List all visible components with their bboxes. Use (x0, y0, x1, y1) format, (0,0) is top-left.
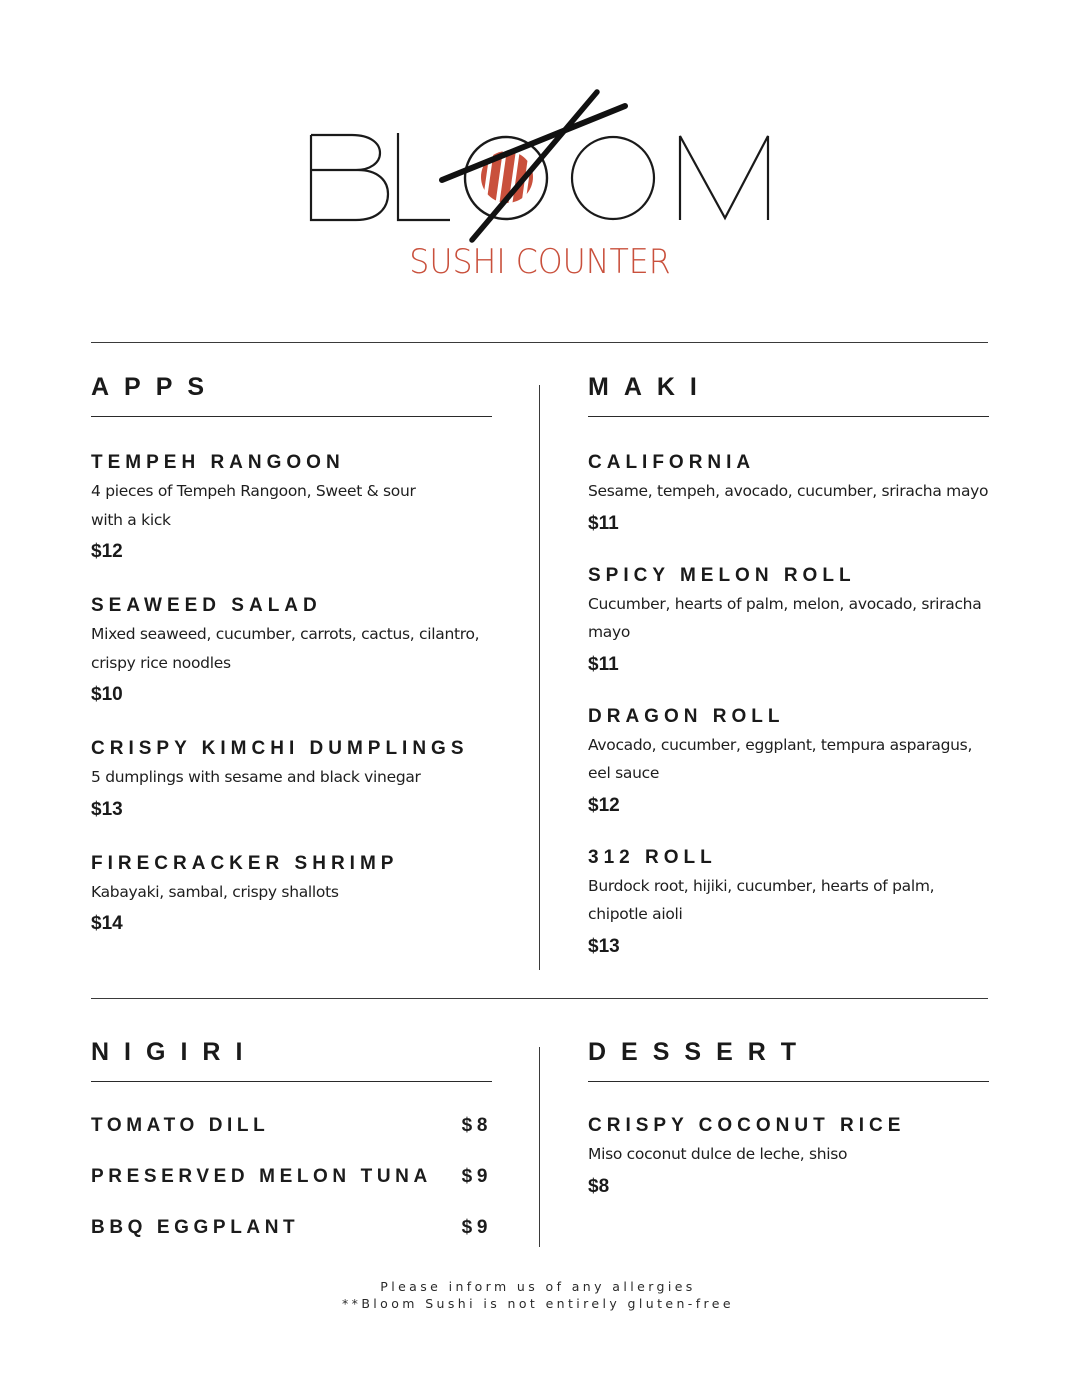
menu-item (91, 737, 492, 822)
item-description-line: Cucumber, hearts of palm, melon, avocado, sriracha (588, 594, 982, 613)
menu-item (91, 451, 492, 564)
item-price: $11 (588, 512, 619, 534)
item-price: $9 (461, 1166, 492, 1187)
menu-item (91, 1165, 492, 1189)
item-description (588, 731, 989, 788)
item-description-line: Burdock root, hijiki, cucumber, hearts of palm, (588, 876, 935, 895)
menu-item (588, 564, 989, 677)
item-description-line: eel sauce (588, 764, 660, 782)
menu-item (588, 451, 989, 536)
item-description-line: Sesame, tempeh, avocado, cucumber, sriracha mayo (588, 482, 989, 500)
section-apps (91, 372, 492, 966)
item-price: $8 (588, 1175, 610, 1197)
item-name: SPICY MELON ROLL (588, 564, 856, 586)
section-rule (588, 1081, 989, 1082)
item-price: $9 (461, 1217, 492, 1238)
item-description-line: Mixed seaweed, cucumber, carrots, cactus, cilantro, (91, 625, 480, 643)
menu-item (91, 1216, 492, 1240)
section-rule (588, 416, 989, 417)
allergy-notice: Please inform us of any allergies (380, 1279, 696, 1294)
menu-item (588, 705, 989, 818)
item-price: $12 (91, 541, 123, 562)
item-price: $14 (91, 913, 123, 934)
item-name: TOMATO DILL (91, 1115, 270, 1136)
column-divider-lower (539, 1047, 540, 1247)
item-description-line: 4 pieces of Tempeh Rangoon, Sweet & sour (91, 482, 416, 500)
item-price: $13 (588, 935, 620, 957)
item-description-line: crispy rice noodles (91, 653, 231, 672)
item-description (91, 620, 492, 677)
menu-item (91, 1114, 492, 1138)
item-description-line: mayo (588, 623, 631, 641)
column-divider-upper (539, 385, 540, 970)
section-title-dessert: DESSERT (588, 1038, 812, 1066)
item-name: CRISPY COCONUT RICE (588, 1115, 906, 1136)
item-price: $12 (588, 794, 620, 816)
item-price: $13 (91, 798, 123, 820)
item-name: BBQ EGGPLANT (91, 1217, 300, 1238)
item-description-line: chipotle aioli (588, 905, 683, 923)
item-description-line: Miso coconut dulce de leche, shiso (588, 1145, 848, 1163)
menu-item (91, 594, 492, 707)
menu-item (588, 1114, 989, 1199)
item-price: $10 (91, 684, 123, 705)
item-description (91, 477, 492, 534)
item-description (91, 878, 492, 907)
item-name: 312 ROLL (588, 846, 717, 868)
section-title-apps: APPS (91, 373, 220, 401)
gluten-notice: **Bloom Sushi is not entirely gluten-free (342, 1296, 734, 1311)
item-name: TEMPEH RANGOON (91, 452, 345, 473)
footer-note (0, 1278, 1076, 1312)
item-description-line: 5 dumplings with sesame and black vinegar (91, 768, 421, 786)
item-price: $8 (461, 1115, 492, 1136)
logo-tagline: SUSHI COUNTER (409, 242, 671, 282)
section-nigiri (91, 1037, 492, 1267)
logo (300, 80, 780, 290)
item-description (588, 872, 989, 929)
section-title-maki: MAKI (588, 373, 712, 401)
section-rule (91, 416, 492, 417)
middle-divider (91, 998, 988, 999)
top-divider (91, 342, 988, 343)
item-price: $11 (588, 653, 619, 675)
item-name: CRISPY KIMCHI DUMPLINGS (91, 738, 469, 759)
item-description (588, 477, 989, 506)
item-description (588, 590, 989, 647)
chopsticks-icon (442, 92, 625, 240)
menu-item (588, 846, 989, 959)
menu-item (91, 852, 492, 937)
item-description-line: Avocado, cucumber, eggplant, tempura asparagus, (588, 735, 973, 754)
section-dessert (588, 1037, 989, 1229)
item-name: SEAWEED SALAD (91, 595, 322, 616)
item-name: DRAGON ROLL (588, 705, 785, 727)
section-rule (91, 1081, 492, 1082)
item-description (588, 1140, 989, 1169)
section-title-nigiri: NIGIRI (91, 1038, 258, 1066)
item-name: FIRECRACKER SHRIMP (91, 852, 399, 874)
item-name: CALIFORNIA (588, 452, 756, 473)
item-description (91, 763, 492, 792)
item-name: PRESERVED MELON TUNA (91, 1166, 432, 1187)
item-description-line: Kabayaki, sambal, crispy shallots (91, 882, 339, 901)
item-description-line: with a kick (91, 510, 171, 529)
section-maki (588, 372, 989, 989)
